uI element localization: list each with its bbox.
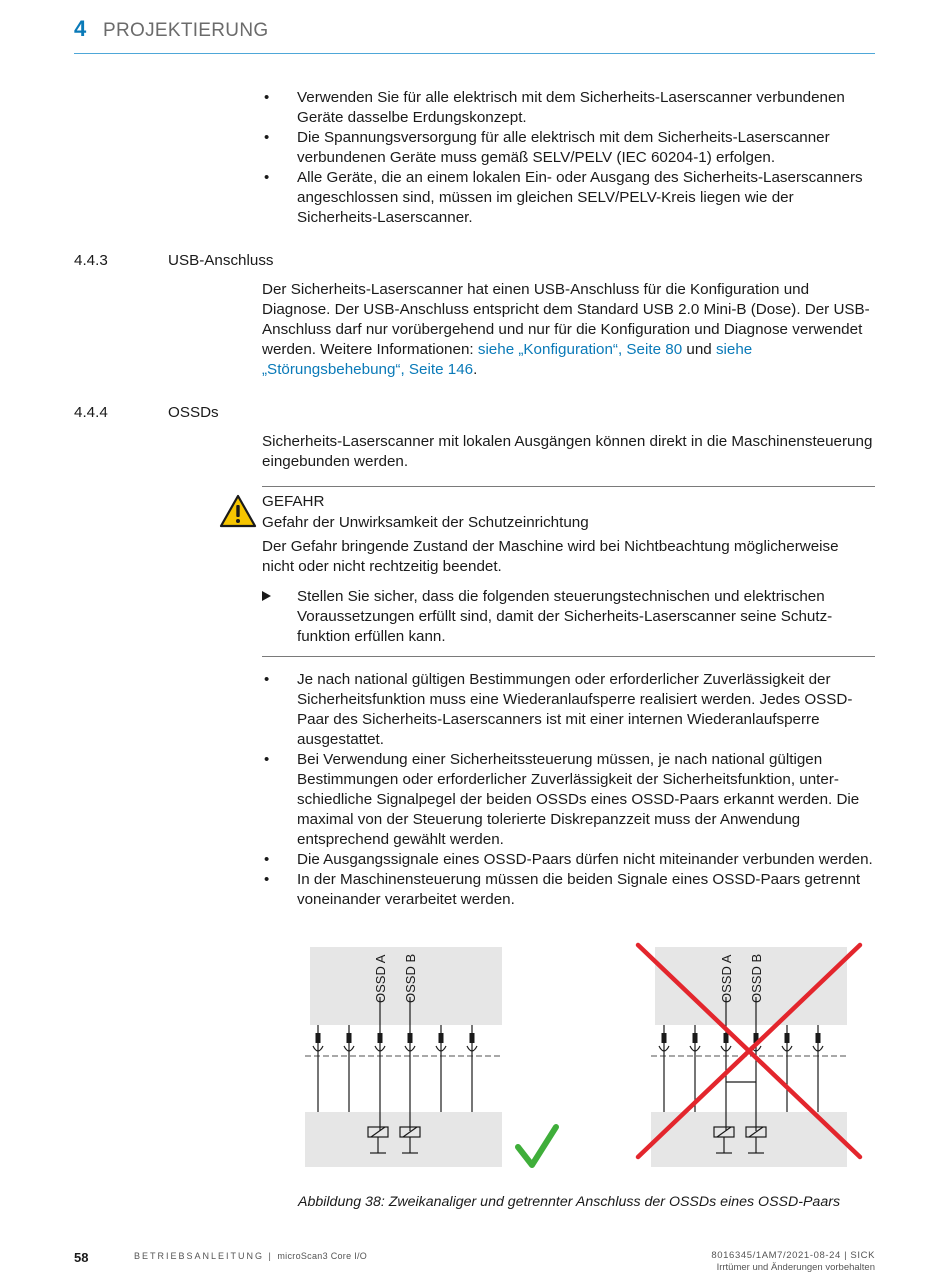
ossd-a-label-left: OSSD A: [373, 954, 388, 1003]
conjunction: und: [682, 341, 716, 358]
list-item: • Je nach national gültigen Bestimmungen oder erforderlicher Zuverlässigkeit der Sicherheitsfunktion muss eine Wiederanlaufsperre realisiert werden. Jedes OSSD-Paar des Sicherheits-Laserscanners ist mit einer internen Wiederanlaufsperre ausgestattet.: [262, 670, 874, 750]
doc-type: BETRIEBSANLEITUNG: [134, 1251, 265, 1261]
figure-caption: Abbildung 38: Zweikanaliger und getrennter Anschluss der OSSDs eines OSSD-Paars: [298, 1194, 841, 1210]
checkmark-icon: [518, 1127, 556, 1165]
list-item: • Alle Geräte, die an einem lokalen Ein- oder Ausgang des Sicherheits-Laserscanners angeschlossen sind, müssen im gleichen SELV/PELV-Kreis liegen wie der Sicherheits-Laserscanner.: [262, 168, 874, 228]
ossd-wiring-figure: [290, 935, 880, 1185]
danger-bottom-rule: [262, 656, 875, 657]
section-444-text: Sicherheits-Laserscanner mit lokalen Ausgängen können direkt in die Maschinensteuerung eingebunden werden.: [262, 433, 873, 470]
danger-label: GEFAHR: [262, 493, 325, 510]
ossd-a-label-right: OSSD A: [719, 954, 734, 1003]
separator: |: [264, 1251, 278, 1261]
warning-triangle-icon: [219, 494, 257, 528]
chapter-title: PROJEKTIERUNG: [103, 20, 269, 41]
incorrect-wiring-diagram: [638, 945, 860, 1167]
danger-action: [262, 587, 874, 647]
ossd-bullet-list: [262, 670, 874, 910]
product-name: microScan3 Core I/O: [277, 1251, 368, 1261]
danger-subtitle: Gefahr der Unwirksamkeit der Schutzeinrichtung: [262, 514, 589, 531]
list-item: • In der Maschinensteuerung müssen die beiden Signale eines OSSD-Paars getrennt voneinander verarbeitet werden.: [262, 870, 874, 910]
correct-wiring-diagram: [305, 947, 502, 1167]
link-konfiguration[interactable]: siehe „Konfiguration“, Seite 80: [477, 341, 683, 358]
action-arrow-icon: [262, 591, 271, 601]
list-item: • Verwenden Sie für alle elektrisch mit dem Sicherheits-Laserscanner verbundenen Geräte dasselbe Erdungskonzept.: [262, 88, 874, 128]
footer-meta: [711, 1250, 875, 1274]
section-title-443: USB-Anschluss: [168, 252, 274, 269]
sentence-end: .: [473, 361, 478, 378]
chapter-number: 4: [74, 16, 87, 41]
intro-bullet-list: [262, 88, 874, 228]
section-number-444: 4.4.4: [74, 404, 108, 421]
ossd-b-label-left: OSSD B: [403, 953, 418, 1003]
danger-top-rule: [262, 486, 875, 487]
list-item: • Bei Verwendung einer Sicherheitssteuerung müssen, je nach national gültigen Bestimmungen oder erforderlicher Zuverlässigkeit der Sicherheitsfunktion, unterschiedliche Signalpegel der beiden OSSDs eines OSSD-Paars erkannt werden. Die maximal von der Steuerung tolerierte Diskrepanzzeit muss der Anwendung entsprechend gewählt werden.: [262, 750, 874, 850]
list-item: • Die Spannungsversorgung für alle elektrisch mit dem Sicherheits-Laserscanner verbundenen Geräte muss gemäß SELV/PELV (IEC 60204-1) erfolgen.: [262, 128, 874, 168]
usb-paragraph: Der Sicherheits-Laserscanner hat einen USB-Anschluss für die Konfiguration und Diagnose. Der USB-Anschluss entspricht dem Standard USB 2.0 Mini-B (Dose). Der USB-Anschluss darf nur vorübergehend und nur für die Konfiguration und Diagnose verwendet werden. Weitere Informationen:: [262, 281, 870, 358]
danger-action-text: Stellen Sie sicher, dass die folgenden steuerungstechnischen und elektrischen Voraussetzungen erfüllt sind, damit der Sicherheits-Laserscanner seine Schutzfunktion erfüllen kann.: [297, 588, 833, 645]
section-443-text: [262, 280, 874, 380]
page-number: 58: [74, 1250, 89, 1265]
danger-text: Der Gefahr bringende Zustand der Maschine wird bei Nichtbeachtung möglicherweise nicht oder nicht rechtzeitig beendet.: [262, 538, 839, 575]
header-rule: [74, 53, 875, 54]
disclaimer: Irrtümer und Änderungen vorbehalten: [716, 1262, 875, 1273]
section-title-444: OSSDs: [168, 404, 219, 421]
list-item: • Die Ausgangssignale eines OSSD-Paars dürfen nicht miteinander verbunden werden.: [262, 850, 874, 870]
doc-code: 8016345/1AM7/2021-08-24 | SICK: [711, 1250, 875, 1261]
ossd-b-label-right: OSSD B: [749, 953, 764, 1003]
footer-document: [134, 1251, 367, 1261]
link-stoerungsbehebung[interactable]: siehe „Störungsbehebung“, Seite 146: [262, 341, 753, 378]
section-number-443: 4.4.3: [74, 252, 108, 269]
